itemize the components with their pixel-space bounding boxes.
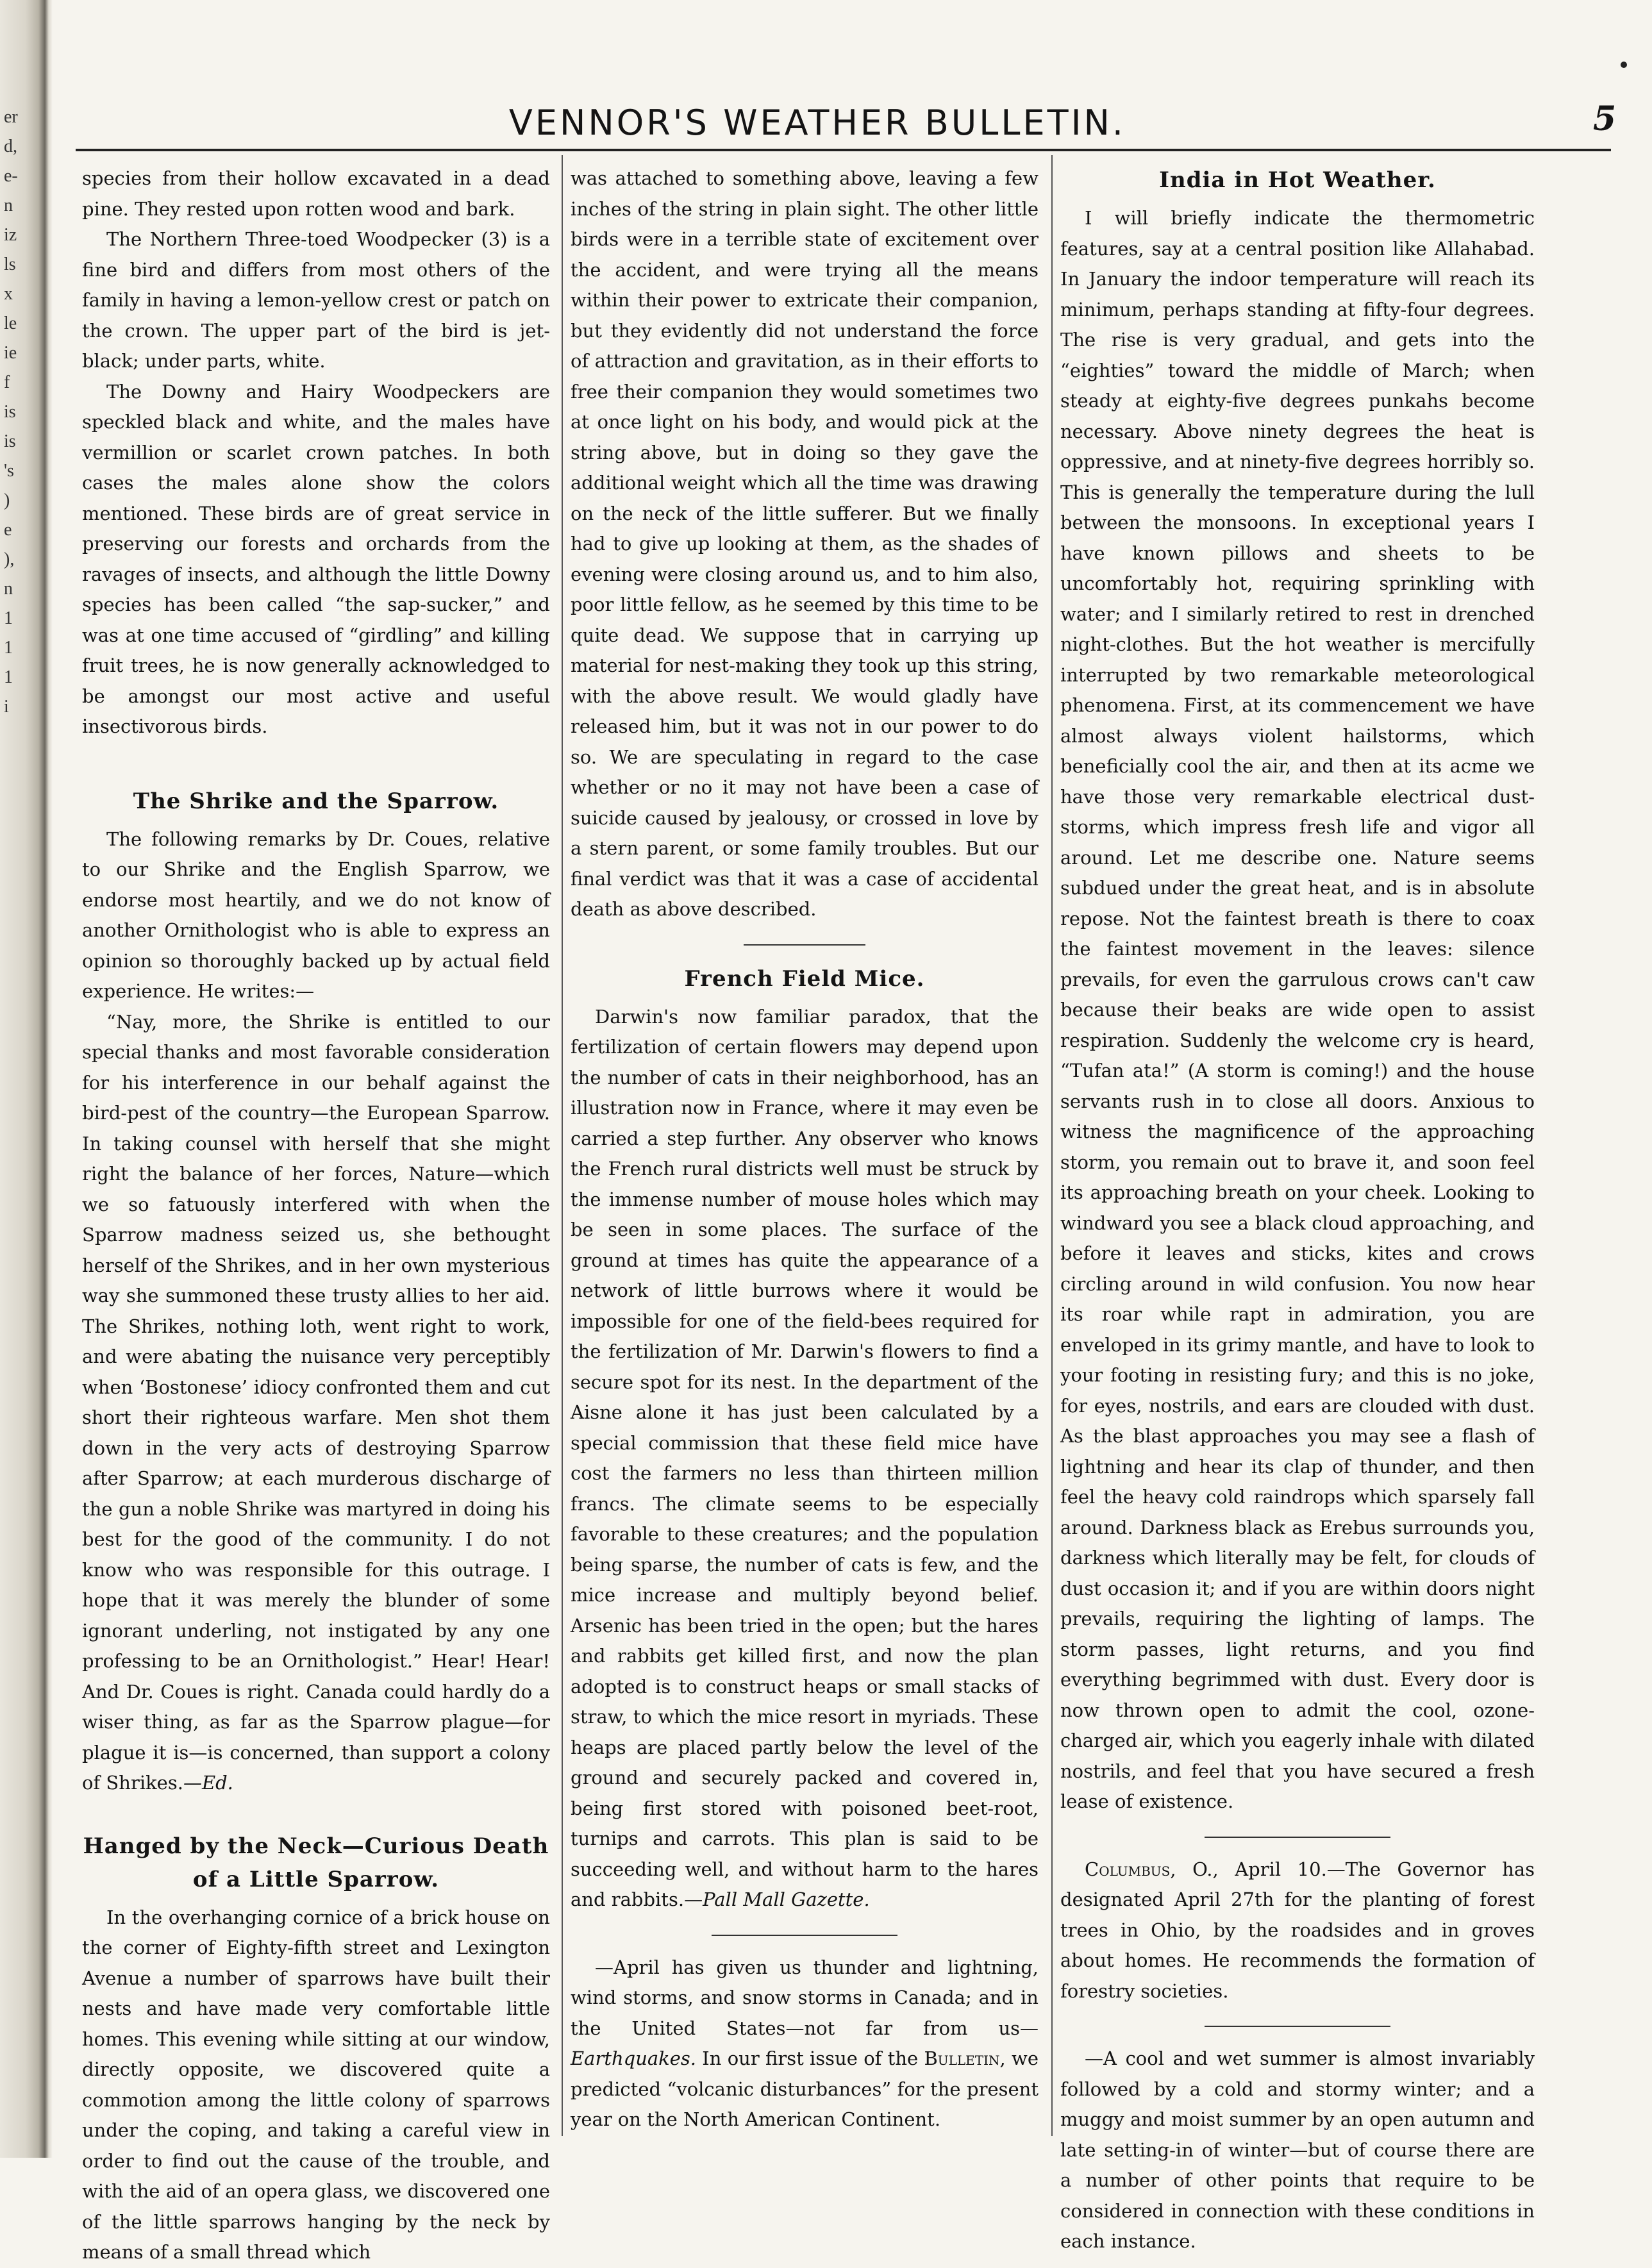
margin-fragment: e xyxy=(4,520,12,540)
column-1 xyxy=(82,163,550,2263)
paragraph: species from their hollow excavated in a dead pine. They rested upon rotten wood and bark. xyxy=(82,167,550,220)
separator-rule xyxy=(744,944,865,946)
margin-fragment: f xyxy=(4,372,10,392)
paragraph: The Northern Three-toed Woodpecker (3) is a fine bird and differs from most others of the family in having a lemon-yellow crest or patch on the crown. The upper part of the bird is jet-black; under parts, white. xyxy=(82,228,550,372)
margin-fragment: e- xyxy=(4,166,18,186)
paragraph xyxy=(82,1007,550,1799)
column-3 xyxy=(1060,163,1535,2252)
paragraph: In the overhanging cornice of a brick house on the corner of Eighty-fifth street and Lexington Avenue a number of sparrows have built their nests and have made very comfortable little homes. This evening while sitting at our window, directly opposite, we discovered quite a commotion among the little colony of sparrows under the coping, and taking a careful view in order to find out the cause of the trouble, and with the aid of an opera glass, we discovered one of the little sparrows hanging by the neck by means of a small thread which xyxy=(82,1906,550,2263)
separator-rule xyxy=(712,1935,897,1936)
margin-fragment: 1 xyxy=(4,667,13,687)
separator-rule xyxy=(1205,1837,1390,1838)
running-head-title: VENNOR'S WEATHER BULLETIN. xyxy=(508,103,1126,143)
paragraph xyxy=(571,1002,1039,1915)
page-number: 5 xyxy=(1593,99,1617,138)
paragraph: I will briefly indicate the thermometric features, say at a central position like Allahabad. In January the indoor temperature will reach its minimum, perhaps standing at fifty-four degrees. The rise is very gradual, and gets into the “eighties” toward the middle of March; when steady at eighty-five degrees punkahs become necessary. Above ninety degrees the heat is oppressive, and at ninety-five degrees horribly so. This is generally the temperature during the lull between the monsoons. In exceptional years I have known pillows and sheets to be uncomfortably hot, requiring sprinkling with water; and I similarly retired to rest in drenched night-clothes. But the hot weather is mercifully interrupted by two remarkable meteorological phenomena. First, at its commencement we have almost always violent hailstorms, which beneficially cool the air, and then at its acme we have those very remarkable electrical dust-storms, which impress fresh life and vigor all around. Let me describe one. Nature seems subdued under the great heat, and is in absolute repose. Not the faintest breath is there to coax the faintest movement in the leaves: silence prevails, for even the garrulous crows can't caw because their beaks are wide open to assist respiration. Suddenly the welcome cry is heard, “Tufan ata!” (A storm is coming!) and the house servants rush in to close all doors. Anxious to witness the magnificence of the approaching storm, you remain out to brave it, and soon feel its approaching breath on your cheek. Looking to windward you see a black cloud approaching, and before it leaves and sticks, kites and crows circling around in wild confusion. You now hear its roar while rapt in admiration, you are enveloped in its grimy mantle, and have to look to your footing in resisting fury; and this is no joke, for eyes, nostrils, and ears are clouded with dust. As the blast approaches you may see a flash of lightning and hear its clap of thunder, and then feel the heavy cold raindrops which sparsely fall around. Darkness black as Erebus surrounds you, darkness which literally may be felt, for clouds of dust occasion it; and if you are within doors night prevails, requiring the lighting of lamps. The storm passes, light returns, and you find everything begrimmed with dust. Every door is now thrown open to admit the cool, ozone-charged air, which you eagerly inhale with dilated nostrils, and feel that you have secured a fresh lease of existence. xyxy=(1060,207,1535,1812)
margin-fragment: is xyxy=(4,402,16,422)
dateline: Columbus xyxy=(1085,1858,1171,1880)
paragraph: The following remarks by Dr. Coues, relative to our Shrike and the English Sparrow, we endorse most heartily, and we do not know of another Ornithologist who is able to express an opinion so thoroughly backed up by actual field experience. He writes:— xyxy=(82,828,550,1002)
article-heading-hanged: Hanged by the Neck—Curious Death of a Little Sparrow. xyxy=(83,1833,549,1892)
column-rule xyxy=(1051,155,1053,2136)
article-heading-mice: French Field Mice. xyxy=(684,965,925,992)
margin-fragments xyxy=(4,103,23,722)
article-heading-shrike: The Shrike and the Sparrow. xyxy=(133,788,499,814)
margin-fragment: d, xyxy=(4,137,17,156)
paragraph: was attached to something above, leaving a few inches of the string in plain sight. The other little birds were in a terrible state of excitement over the accident, and were trying all the means within their power to extricate their companion, but they evidently did not understand the force of attraction and gravitation, as in their efforts to free their companion they would sometimes two at once light on his body, and would pick at the string above, but in doing so they gave the additional weight which all the time was drawing on the neck of the little sufferer. But we finally had to give up looking at them, as the shades of evening were closing around us, and to him also, poor little fellow, as he seemed by this time to be quite dead. We suppose that in carrying up material for nest-making they took up this string, with the above result. We would gladly have released him, but it was not in our power to do so. We are speculating in regard to the case whether or no it may not have been a case of suicide caused by jealousy, or crossed in love by a stern parent, or some family troubles. But our final verdict was that it was a case of accidental death as above described. xyxy=(571,167,1039,920)
paragraph xyxy=(1060,1855,1535,2007)
paragraph xyxy=(571,1953,1039,2135)
header-rule xyxy=(76,149,1611,151)
margin-fragment: ), xyxy=(4,549,15,569)
margin-fragment: i xyxy=(4,697,9,717)
quote-text: “Nay, more, the Shrike is entitled to our special thanks and most favorable consideration for his interference in our behalf against the bird-pest of the country—the European Sparrow. In taking counsel with herself that she might right the balance of her forces, Nature—which we so fatuously interfered with when the Sparrow madness seized us, she bethought herself of the Shrikes, and in her own mysterious way she summoned these trusty allies to her aid. The Shrikes, nothing loth, went right to work, and were abating the nuisance very perceptibly when ‘Bostonese’ idiocy confronted them and cut short their righteous warfare. Men shot them down in the very acts of destroying Sparrow after Sparrow; at each murderous discharge of the gun a noble Shrike was martyred in doing his best for the good of the community. I do not know who was responsible for this outrage. I hope that it was merely the blunder of some ignorant underling, not instigated by any one professing to be an Ornithologist.” Hear! Hear! And Dr. Coues is right. Canada could hardly do a wiser thing, as far as the Sparrow plague—for plague it is—is concerned, than support a colony of Shrikes. xyxy=(82,1010,550,1794)
margin-fragment: x xyxy=(4,284,13,304)
margin-fragment: iz xyxy=(4,225,17,245)
note-text: , we predicted “volcanic disturbances” for the present year on the North American Continent. xyxy=(571,2047,1039,2130)
note-text: In our first issue of the xyxy=(696,2047,924,2069)
source-credit: —Pall Mall Gazette. xyxy=(684,1889,870,1910)
publication-name: Bulletin xyxy=(924,2047,1000,2069)
article-heading-india: India in Hot Weather. xyxy=(1159,167,1436,193)
article-text: Darwin's now familiar paradox, that the fertilization of certain flowers may depend upon the number of cats in their neighborhood, has an illustration now in France, where it may even be carried a step further. Any observer who knows the French rural districts well must be struck by the immense number of mouse holes which may be seen in some places. The surface of the ground at times has quite the appearance of a network of little burrows where it would be impossible for one of the field-bees required for the fertilization of Mr. Darwin's flowers to find a secure spot for its nest. In the department of the Aisne alone it has just been calculated by a special commission that these field mice have cost the farmers no less than thirteen million francs. The climate seems to be especially favorable to these creatures; and the population being sparse, the number of cats is few, and the mice increase and multiply beyond belief. Arsenic has been tried in the open; but the hares and rabbits get killed first, and now the plan adopted is to construct heaps or small stacks of straw, to which the mice resort in myriads. These heaps are placed partly below the level of the ground and securely packed and covered in, being first stored with poisoned beet-root, turnips and carrots. This plan is said to be succeeding well, and without harm to the hares and rabbits. xyxy=(571,1005,1039,1910)
margin-fragment: n xyxy=(4,196,13,215)
margin-fragment: ) xyxy=(4,490,10,510)
margin-fragment: 1 xyxy=(4,638,13,658)
paragraph: The Downy and Hairy Woodpeckers are speckled black and white, and the males have vermillion or scarlet crown patches. In both cases the males alone show the colors mentioned. These birds are of great service in preserving our forests and orchards from the ravages of insects, and although the little Downy species has been called “the sap-sucker,” and was at one time accused of “girdling” and killing fruit trees, he is now generally acknowledged to be amongst our most active and useful insectivorous birds. xyxy=(82,380,550,737)
margin-fragment: le xyxy=(4,313,17,333)
separator-rule xyxy=(1205,2026,1390,2027)
emphasis: Earthquakes. xyxy=(571,2047,697,2069)
margin-fragment: is xyxy=(4,431,16,451)
margin-fragment: ls xyxy=(4,254,16,274)
ink-dot xyxy=(1621,62,1627,68)
paragraph: —A cool and wet summer is almost invariably followed by a cold and stormy winter; and a muggy and moist summer by an open autumn and late setting-in of winter—but of course there are a number of other points that require to be considered in connection with these conditions in each instance. xyxy=(1060,2047,1535,2252)
margin-fragment: er xyxy=(4,107,18,127)
article-text: , O., April 10.—The Governor has designated April 27th for the planting of forest trees in Ohio, by the roadsides and in groves about homes. He recommends the formation of forestry societies. xyxy=(1060,1858,1535,2002)
editor-signature: —Ed. xyxy=(183,1772,233,1794)
margin-fragment: 's xyxy=(4,461,14,481)
note-text: —April has given us thunder and lightning, wind storms, and snow storms in Canada; and in the United States—not far from us— xyxy=(571,1956,1039,2039)
column-2 xyxy=(571,163,1039,2151)
margin-fragment: ie xyxy=(4,343,17,363)
margin-fragment: n xyxy=(4,579,13,599)
margin-fragment: 1 xyxy=(4,608,13,628)
column-rule xyxy=(562,155,563,2136)
